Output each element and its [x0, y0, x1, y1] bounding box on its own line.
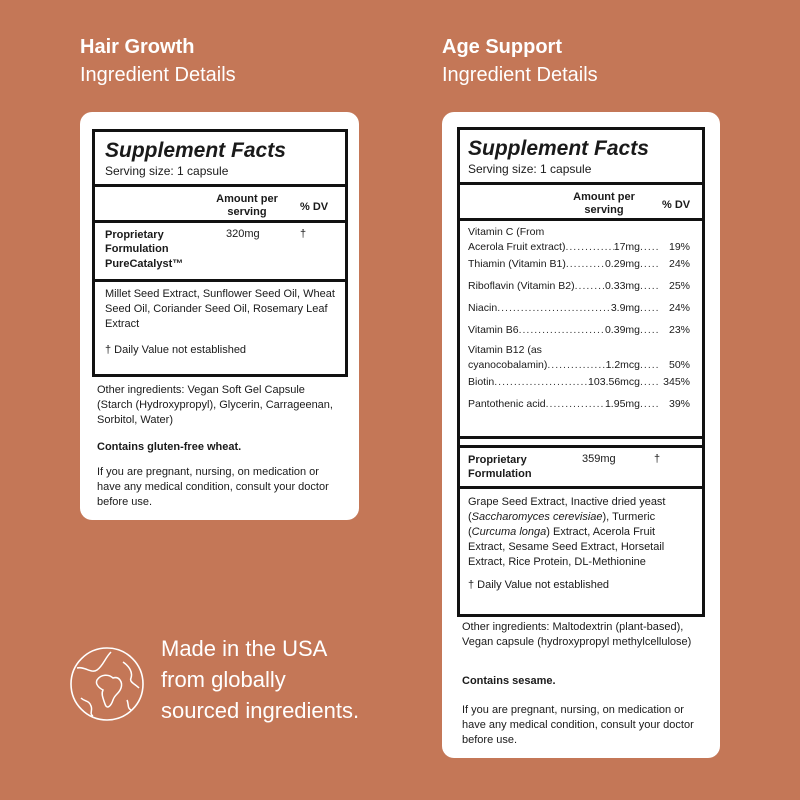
- warning-text: If you are pregnant, nursing, on medication or have any medical condition, consult your doctor before use.: [462, 704, 694, 746]
- dv-header: % DV: [662, 199, 691, 212]
- age-support-title: Age Support: [442, 36, 562, 58]
- globe-icon: [67, 644, 147, 724]
- vitamin-name: Thiamin (Vitamin B1): [468, 258, 566, 271]
- proprietary-amount: 320mg: [226, 228, 260, 241]
- vitamin-amount: 1.2mcg: [605, 358, 640, 371]
- other-ingredients: Other ingredients: Maltodextrin (plant-based), Vegan capsule (hydroxypropyl methylcellulose): [462, 621, 692, 648]
- vitamin-list: [460, 221, 702, 439]
- made-in-usa-text: [161, 634, 359, 726]
- supplement-facts-title: Supplement Facts: [468, 137, 649, 160]
- supplement-facts-panel: [457, 127, 705, 617]
- dv-header: % DV: [300, 201, 329, 214]
- supplement-facts-panel: [92, 129, 348, 377]
- age-support-card: [442, 112, 720, 758]
- hair-growth-subtitle: Ingredient Details: [80, 64, 236, 86]
- ingredient-block: [95, 282, 345, 356]
- vitamin-row: [468, 375, 690, 390]
- vitamin-row: [468, 257, 690, 272]
- age-support-subtitle: Ingredient Details: [442, 64, 598, 86]
- supplement-facts-header: [460, 130, 702, 185]
- vitamin-name: Vitamin B6: [468, 324, 519, 337]
- hair-growth-title: Hair Growth: [80, 36, 195, 58]
- hair-growth-card: [80, 112, 359, 520]
- vitamin-row: [468, 279, 690, 294]
- vitamin-dv: 25%: [668, 280, 690, 293]
- vitamin-row: [468, 397, 690, 412]
- warning-text: If you are pregnant, nursing, on medication or have any medical condition, consult your doctor before use.: [97, 466, 329, 508]
- amount-header: Amount per serving: [216, 193, 278, 218]
- proprietary-label: Proprietary Formulation: [468, 454, 532, 481]
- made-line-1: Made in the USA: [161, 636, 328, 661]
- daily-value-note: † Daily Value not established: [468, 579, 610, 592]
- amount-header: Amount per serving: [573, 191, 635, 216]
- vitamin-dv: 19%: [668, 240, 690, 253]
- vitamin-amount: 0.33mg: [604, 280, 640, 293]
- contains-note: Contains gluten-free wheat.: [97, 441, 242, 453]
- vitamin-name: cyanocobalamin): [468, 358, 548, 371]
- ingredient-list: Millet Seed Extract, Sunflower Seed Oil, Wheat Seed Oil, Coriander Seed Oil, Rosemary Leaf Extract: [105, 288, 335, 330]
- proprietary-dv: †: [654, 453, 661, 466]
- column-headers: [460, 185, 702, 221]
- supplement-facts-header: [95, 132, 345, 187]
- vitamin-amount: 1.95mg: [604, 398, 640, 411]
- ingredient-list: Grape Seed Extract, Inactive dried yeast (Saccharomyces cerevisiae), Turmeric (Curcuma longa) Extract, Acerola Fruit Extract, Sesame Seed Extract, Horsetail Extract, Rice Protein, DL-Methionine: [468, 496, 666, 568]
- vitamin-amount: 3.9mg: [610, 302, 640, 315]
- column-headers: [95, 187, 345, 223]
- ingredient-block: [460, 489, 702, 591]
- vitamin-row: [468, 225, 690, 254]
- vitamin-dv: 24%: [668, 258, 690, 271]
- age-support-heading: [442, 35, 598, 88]
- vitamin-name: Pantothenic acid: [468, 398, 546, 411]
- supplement-facts-title: Supplement Facts: [105, 139, 286, 162]
- vitamin-amount: 0.29mg: [604, 258, 640, 271]
- serving-size: Serving size: 1 capsule: [468, 162, 592, 177]
- vitamin-name: Biotin: [468, 376, 495, 389]
- vitamin-name-line: Vitamin B12 (as: [468, 344, 542, 357]
- proprietary-row: [460, 445, 702, 489]
- vitamin-dv: 24%: [668, 302, 690, 315]
- other-ingredients: Other ingredients: Vegan Soft Gel Capsule (Starch (Hydroxypropyl), Glycerin, Carrageenan, Sorbitol, Water): [97, 384, 333, 426]
- vitamin-row: [468, 323, 690, 338]
- hair-growth-heading: [80, 35, 236, 88]
- vitamin-name: Acerola Fruit extract): [468, 240, 566, 253]
- contains-note: Contains sesame.: [462, 675, 556, 687]
- made-line-3: sourced ingredients.: [161, 697, 360, 723]
- serving-size: Serving size: 1 capsule: [105, 164, 229, 179]
- vitamin-amount: 17mg: [613, 240, 640, 253]
- proprietary-label: Proprietary Formulation PureCatalyst™: [105, 229, 184, 270]
- vitamin-amount: 103.56mcg: [588, 376, 640, 389]
- vitamin-amount: 0.39mg: [604, 324, 640, 337]
- vitamin-row: [468, 343, 690, 372]
- proprietary-dv: †: [300, 228, 307, 241]
- vitamin-dv: 23%: [668, 324, 690, 337]
- daily-value-note: † Daily Value not established: [105, 343, 247, 356]
- vitamin-dv: 50%: [668, 358, 690, 371]
- vitamin-row: [468, 301, 690, 316]
- vitamin-name-line: Vitamin C (From: [468, 226, 545, 239]
- vitamin-name: Niacin: [468, 302, 498, 315]
- proprietary-row: [95, 223, 345, 282]
- vitamin-dv: 39%: [668, 398, 690, 411]
- proprietary-amount: 359mg: [582, 453, 616, 466]
- vitamin-name: Riboflavin (Vitamin B2): [468, 280, 575, 293]
- vitamin-dv: 345%: [663, 376, 690, 389]
- made-line-2: from globally: [161, 666, 286, 692]
